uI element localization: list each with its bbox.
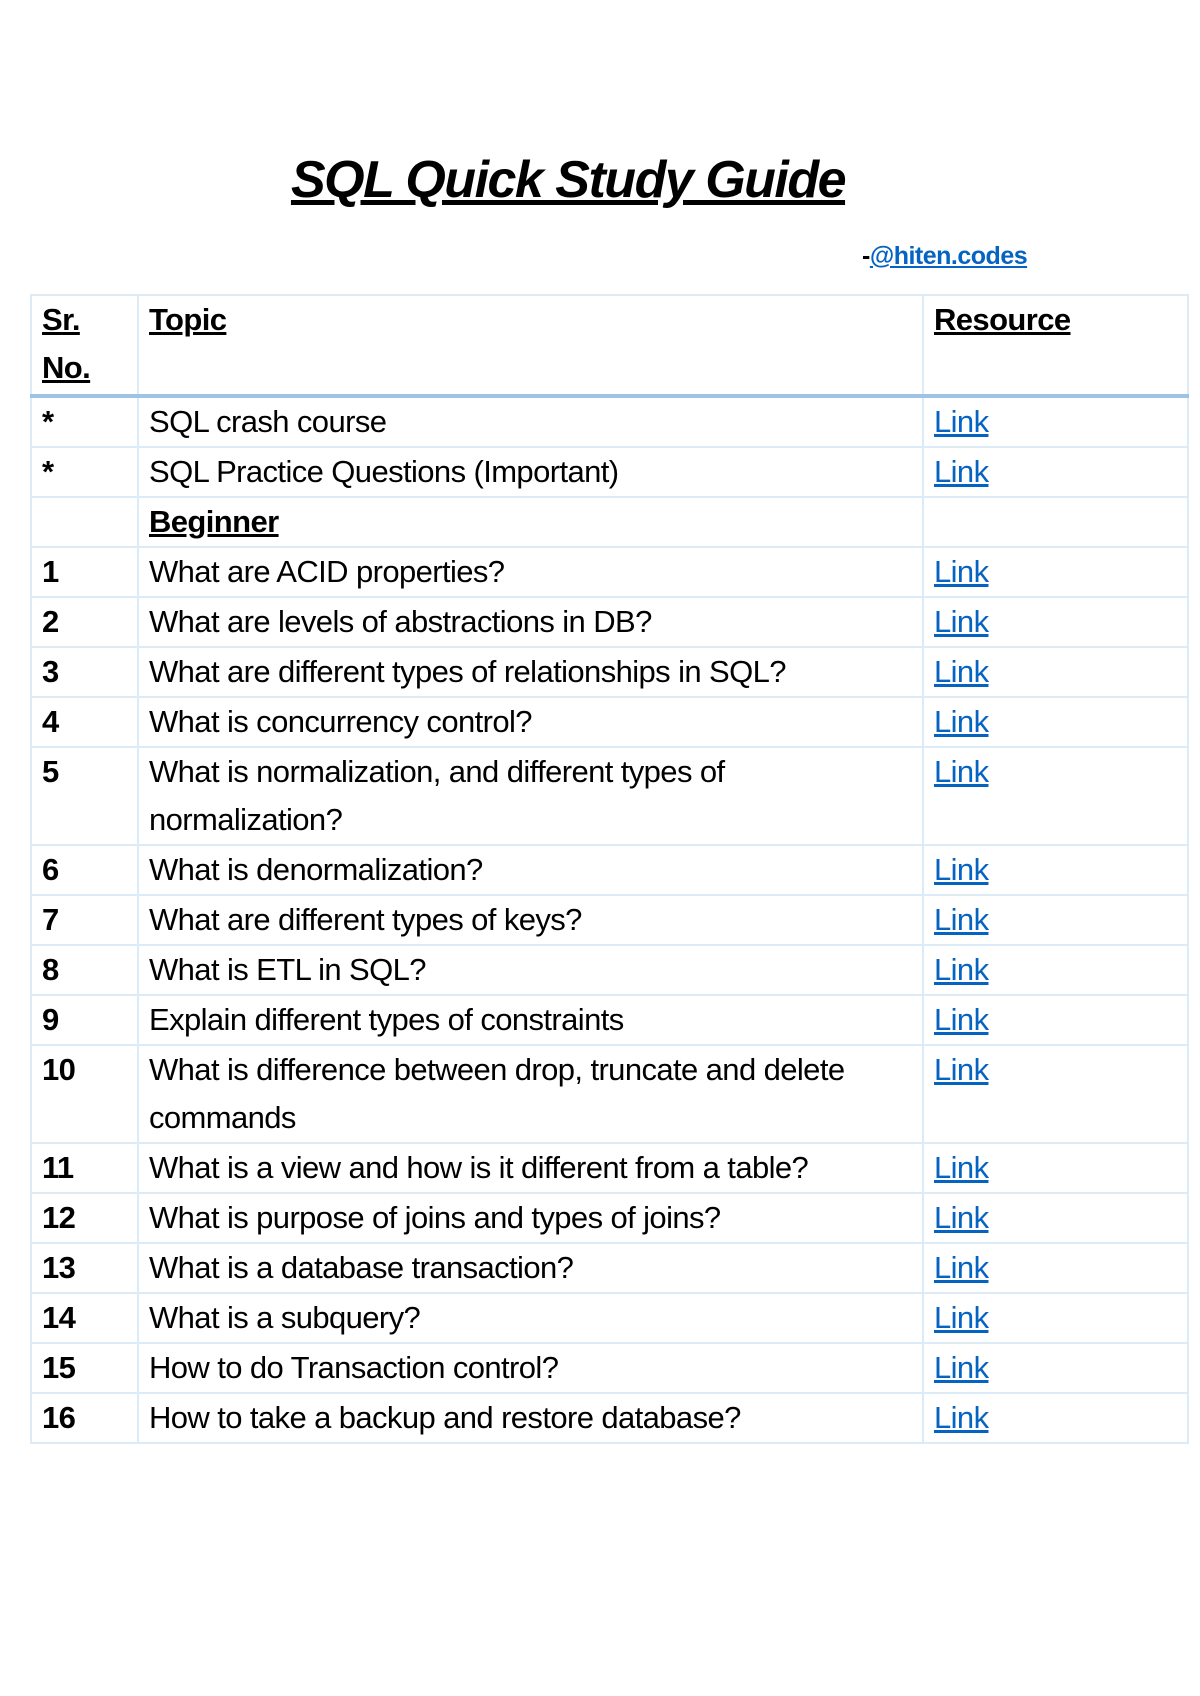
- row-topic: What is concurrency control?: [138, 697, 923, 747]
- resource-link[interactable]: Link: [934, 704, 989, 739]
- row-resource-cell: [923, 597, 1188, 647]
- resource-link[interactable]: Link: [934, 952, 989, 987]
- row-topic: What is a view and how is it different from a table?: [138, 1143, 923, 1193]
- row-topic: What are levels of abstractions in DB?: [138, 597, 923, 647]
- resource-link[interactable]: Link: [934, 1400, 989, 1435]
- resource-link[interactable]: Link: [934, 1002, 989, 1037]
- row-resource-cell: [923, 1343, 1188, 1393]
- resource-link[interactable]: Link: [934, 404, 989, 439]
- resource-link[interactable]: Link: [934, 1250, 989, 1285]
- table-row: [31, 697, 1188, 747]
- row-resource-cell: [923, 1143, 1188, 1193]
- table-row: [31, 895, 1188, 945]
- row-number: 8: [31, 945, 138, 995]
- row-resource-cell: [923, 995, 1188, 1045]
- table-row: [31, 1143, 1188, 1193]
- row-topic: What is denormalization?: [138, 845, 923, 895]
- resource-link[interactable]: Link: [934, 554, 989, 589]
- row-number: 14: [31, 1293, 138, 1343]
- row-topic: What are different types of keys?: [138, 895, 923, 945]
- header-topic: Topic: [138, 295, 923, 396]
- row-number: 1: [31, 547, 138, 597]
- page-title: SQL Quick Study Guide: [290, 151, 846, 209]
- row-resource-cell: [923, 447, 1188, 497]
- resource-link[interactable]: Link: [934, 1150, 989, 1185]
- row-resource-cell: [923, 845, 1188, 895]
- table-row: [31, 845, 1188, 895]
- row-topic: How to do Transaction control?: [138, 1343, 923, 1393]
- row-resource-cell: [923, 497, 1188, 547]
- row-number: *: [31, 396, 138, 447]
- resource-link[interactable]: Link: [934, 1200, 989, 1235]
- table-row: [31, 1243, 1188, 1293]
- row-number: 11: [31, 1143, 138, 1193]
- resource-link[interactable]: Link: [934, 902, 989, 937]
- table-row: [31, 647, 1188, 697]
- header-resource: Resource: [923, 295, 1188, 396]
- row-number: 16: [31, 1393, 138, 1443]
- row-number: 4: [31, 697, 138, 747]
- row-topic: What are ACID properties?: [138, 547, 923, 597]
- row-topic: What is ETL in SQL?: [138, 945, 923, 995]
- row-resource-cell: [923, 1193, 1188, 1243]
- row-number: 3: [31, 647, 138, 697]
- row-resource-cell: [923, 1393, 1188, 1443]
- row-topic: SQL Practice Questions (Important): [138, 447, 923, 497]
- section-heading: Beginner: [138, 497, 923, 547]
- row-resource-cell: [923, 1045, 1188, 1143]
- table-row: [31, 1045, 1188, 1143]
- table-row: [31, 396, 1188, 447]
- row-number: 15: [31, 1343, 138, 1393]
- row-topic: SQL crash course: [138, 396, 923, 447]
- resource-link[interactable]: Link: [934, 454, 989, 489]
- row-topic: What is normalization, and different types of normalization?: [138, 747, 923, 845]
- row-resource-cell: [923, 547, 1188, 597]
- row-topic: What is a database transaction?: [138, 1243, 923, 1293]
- row-number: *: [31, 447, 138, 497]
- row-number: [31, 497, 138, 547]
- table-row: [31, 597, 1188, 647]
- row-topic: What is purpose of joins and types of joins?: [138, 1193, 923, 1243]
- table-row: [31, 547, 1188, 597]
- row-number: 6: [31, 845, 138, 895]
- row-resource-cell: [923, 1243, 1188, 1293]
- row-number: 12: [31, 1193, 138, 1243]
- author-credit: [862, 242, 1027, 271]
- row-number: 2: [31, 597, 138, 647]
- table-row: [31, 1293, 1188, 1343]
- row-number: 9: [31, 995, 138, 1045]
- row-resource-cell: [923, 945, 1188, 995]
- resource-link[interactable]: Link: [934, 1300, 989, 1335]
- header-sr-no: Sr. No.: [31, 295, 138, 396]
- study-guide-table: [30, 294, 1189, 1444]
- row-resource-cell: [923, 747, 1188, 845]
- row-number: 10: [31, 1045, 138, 1143]
- table-header-row: [31, 295, 1188, 396]
- row-resource-cell: [923, 1293, 1188, 1343]
- table-row: [31, 747, 1188, 845]
- row-resource-cell: [923, 396, 1188, 447]
- row-topic: What are different types of relationships in SQL?: [138, 647, 923, 697]
- resource-link[interactable]: Link: [934, 754, 989, 789]
- row-number: 13: [31, 1243, 138, 1293]
- table-row: [31, 1393, 1188, 1443]
- author-link[interactable]: @hiten.codes: [869, 242, 1028, 270]
- resource-link[interactable]: Link: [934, 852, 989, 887]
- row-number: 7: [31, 895, 138, 945]
- resource-link[interactable]: Link: [934, 654, 989, 689]
- row-resource-cell: [923, 895, 1188, 945]
- row-topic: Explain different types of constraints: [138, 995, 923, 1045]
- row-resource-cell: [923, 647, 1188, 697]
- author-prefix: -: [862, 242, 870, 270]
- row-number: 5: [31, 747, 138, 845]
- row-topic: How to take a backup and restore database?: [138, 1393, 923, 1443]
- table-row: [31, 447, 1188, 497]
- resource-link[interactable]: Link: [934, 1350, 989, 1385]
- table-row: [31, 1343, 1188, 1393]
- table-row: [31, 995, 1188, 1045]
- row-resource-cell: [923, 697, 1188, 747]
- resource-link[interactable]: Link: [934, 1052, 989, 1087]
- table-row: [31, 945, 1188, 995]
- table-row: [31, 1193, 1188, 1243]
- resource-link[interactable]: Link: [934, 604, 989, 639]
- section-row: [31, 497, 1188, 547]
- row-topic: What is a subquery?: [138, 1293, 923, 1343]
- row-topic: What is difference between drop, truncate and delete commands: [138, 1045, 923, 1143]
